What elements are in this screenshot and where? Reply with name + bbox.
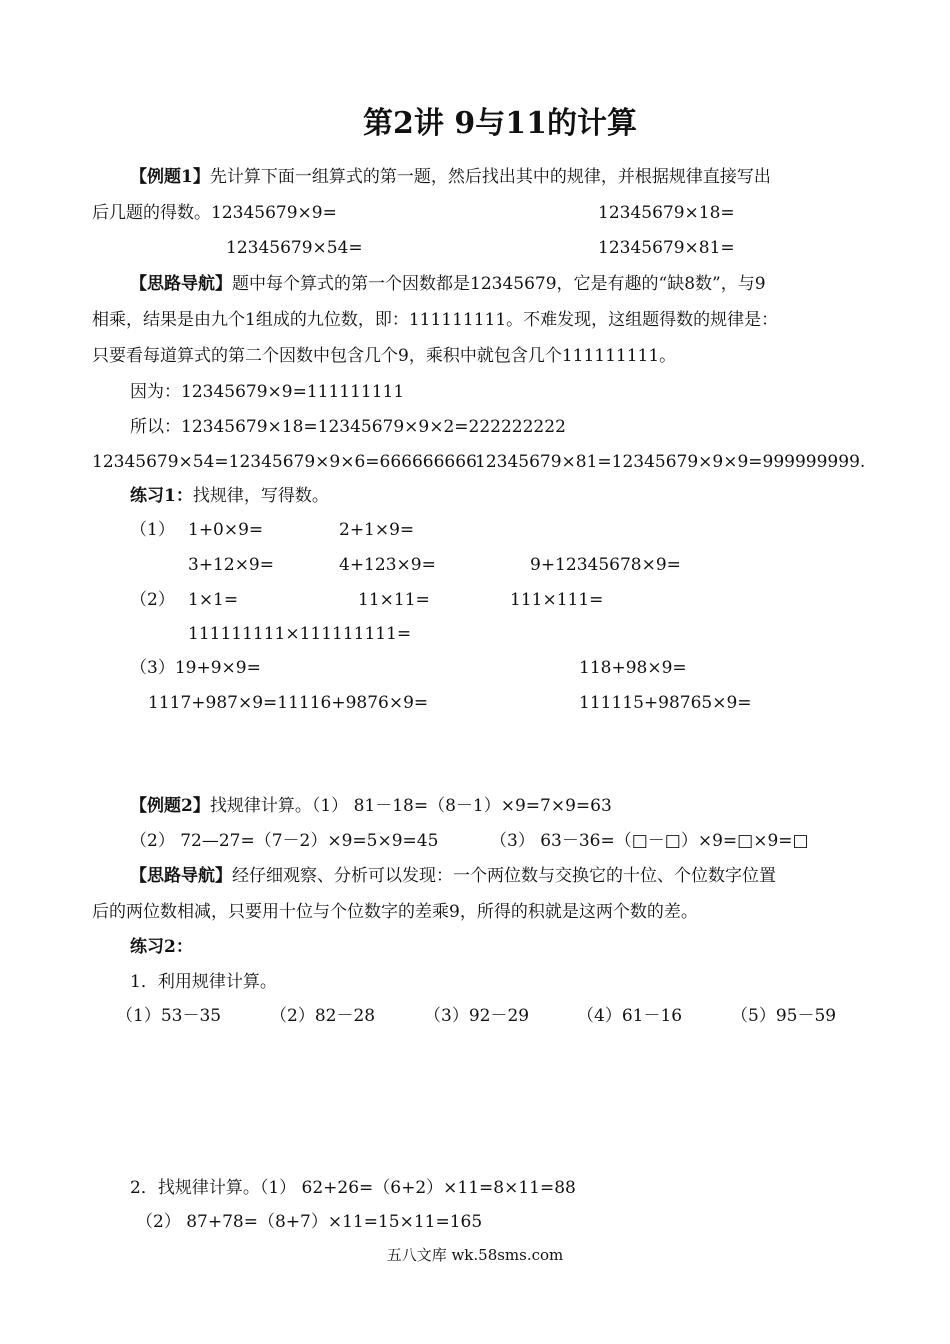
example1-line1	[130, 165, 771, 189]
guide1-because: 因为：12345679×9=111111111	[130, 382, 405, 402]
practice1-p3-a: （3）19+9×9=	[130, 658, 261, 678]
guide1-text2: 相乘，结果是由九个1组成的九位数，即：111111111。不难发现，这组题得数的规律是：	[92, 310, 779, 330]
page-title: 第2讲 9与11的计算	[363, 106, 637, 141]
guide1-line81: 12345679×81=12345679×9×9=999999999.	[475, 452, 866, 472]
practice1-p1-e: 9+12345678×9=	[530, 555, 681, 575]
practice2-item-3: （3）92－29	[424, 1006, 530, 1026]
practice1-p2-c: 111×111=	[510, 590, 604, 610]
practice2-item-4: （4）61－16	[577, 1006, 683, 1026]
practice1-p2-d: 111111111×111111111=	[188, 624, 412, 644]
practice2-q2: 2．找规律计算。（1） 62+26=（6+2）×11=8×11=88	[130, 1178, 576, 1198]
practice1-p2-b: 11×11=	[358, 590, 430, 610]
example1-tag: 【例题1】	[130, 167, 210, 187]
practice1-p2-a: 1×1=	[188, 590, 239, 610]
example2-part2: （2） 72—27=（7－2）×9=5×9=45	[130, 831, 439, 851]
guide1-text1: 题中每个算式的第一个因数都是12345679，它是有趣的“缺8数”，与9	[232, 274, 766, 294]
practice2-item-2: （2）82－28	[270, 1006, 376, 1026]
guide1-line1	[130, 272, 766, 296]
practice1-p3-c: 1117+987×9=11116+9876×9=	[148, 693, 429, 713]
example1-expr-54: 12345679×54=	[226, 238, 363, 258]
practice2-item-1: （1）53－35	[116, 1006, 222, 1026]
practice1-p3-d: 111115+98765×9=	[579, 693, 752, 713]
guide1-text3: 只要看每道算式的第二个因数中包含几个9，乘积中就包含几个111111111。	[92, 346, 677, 366]
practice1-text: 找规律，写得数。	[192, 486, 329, 506]
practice2-q1: 1．利用规律计算。	[130, 972, 277, 992]
practice1-p1-d: 4+123×9=	[339, 555, 436, 575]
example1-expr-81: 12345679×81=	[598, 238, 735, 258]
practice2-item-5: （5）95－59	[731, 1006, 837, 1026]
practice1-p1-a: 1+0×9=	[188, 520, 264, 540]
guide2-text1: 经仔细观察、分析可以发现：一个两位数与交换它的十位、个位数字位置	[232, 866, 776, 886]
guide1-line54: 12345679×54=12345679×9×6=666666666	[92, 452, 477, 472]
practice1-p2-label: （2）	[130, 590, 175, 610]
practice1-p1-b: 2+1×9=	[339, 520, 415, 540]
example1-text2: 后几题的得数。12345679×9=	[92, 203, 337, 223]
practice1-p1-c: 3+12×9=	[188, 555, 274, 575]
practice1-p3-b: 118+98×9=	[579, 658, 687, 678]
footer-watermark: 五八文库 wk.58sms.com	[386, 1246, 564, 1264]
guide2-line1	[130, 864, 776, 888]
practice2-q2b: （2） 87+78=（8+7）×11=15×11=165	[136, 1212, 483, 1232]
practice1-head: 练习1：	[130, 486, 193, 506]
guide2-text2: 后的两位数相减，只要用十位与个位数字的差乘9，所得的积就是这两个数的差。	[92, 902, 698, 922]
example2-text: 找规律计算。（1） 81－18=（8－1）×9=7×9=63	[209, 796, 612, 816]
practice2-head: 练习2：	[130, 937, 193, 957]
example2-line1	[130, 794, 612, 818]
practice1-heading	[130, 484, 329, 508]
practice1-p1-label: （1）	[130, 520, 175, 540]
example2-part3: （3） 63－36=（□－□）×9=□×9=□	[490, 831, 809, 851]
example1-expr-18: 12345679×18=	[598, 203, 735, 223]
practice2-heading	[130, 935, 193, 959]
guide1-tag: 【思路导航】	[130, 274, 232, 294]
example2-tag: 【例题2】	[130, 796, 210, 816]
example1-text1: 先计算下面一组算式的第一题，然后找出其中的规律，并根据规律直接写出	[209, 167, 771, 187]
guide1-so: 所以：12345679×18=12345679×9×2=222222222	[130, 417, 566, 437]
guide2-tag: 【思路导航】	[130, 866, 232, 886]
